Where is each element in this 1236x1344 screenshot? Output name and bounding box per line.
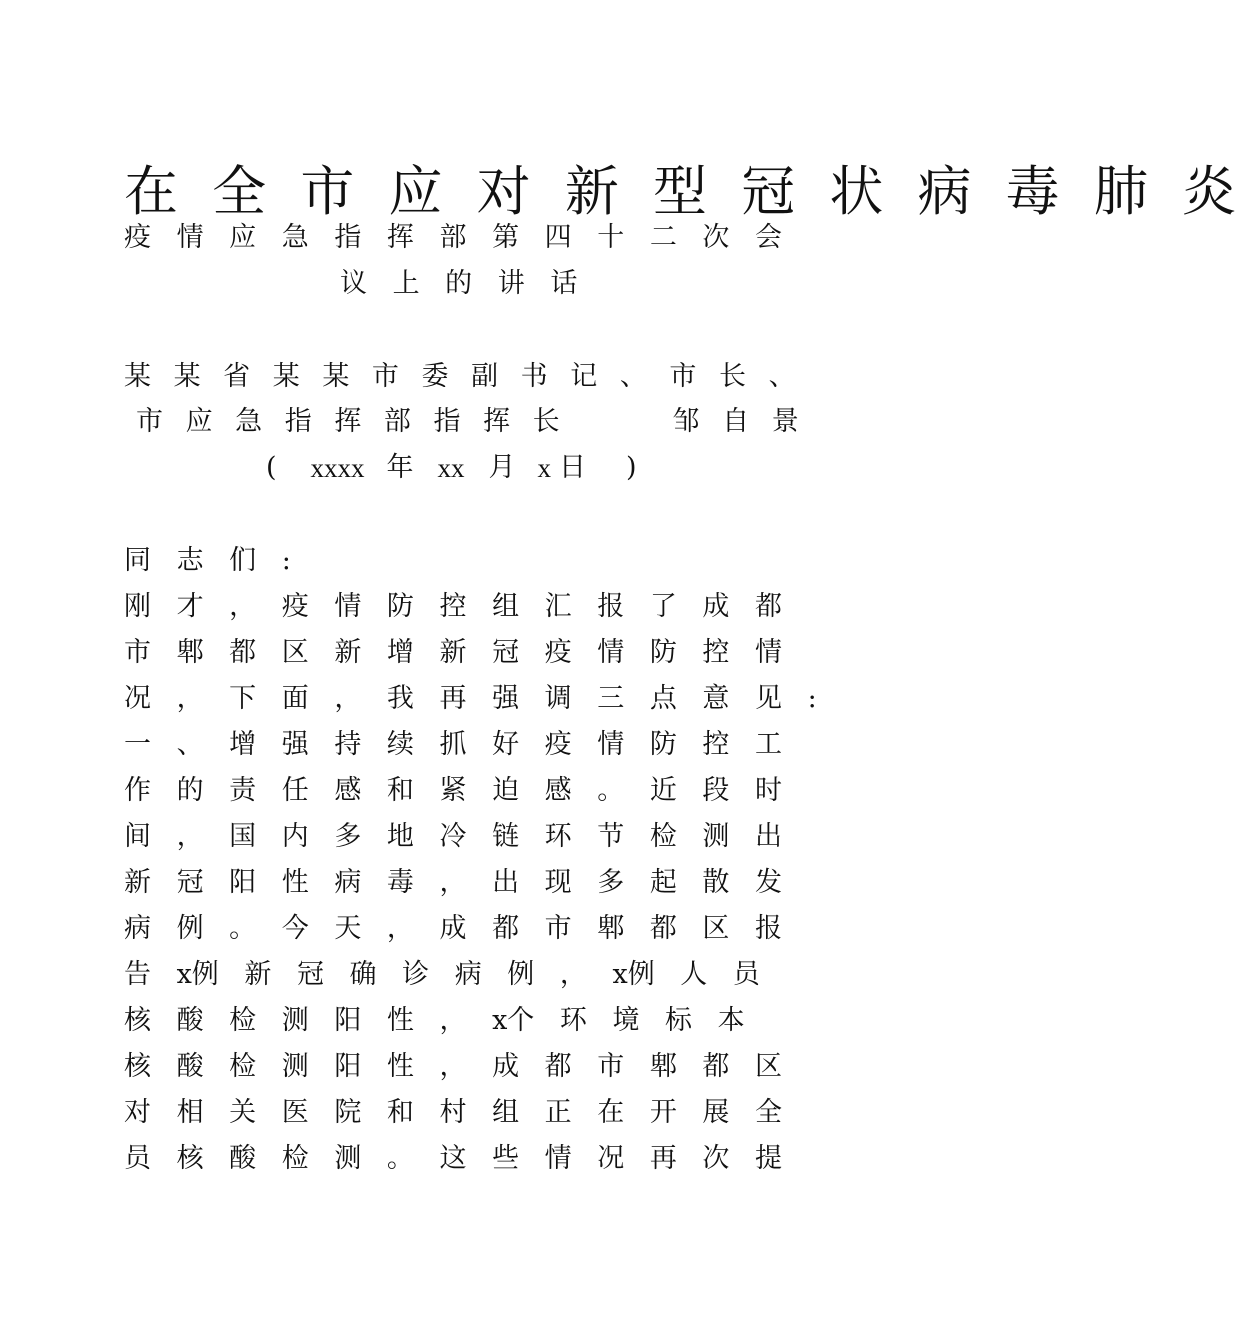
date-day-unit: 日 [559,452,587,483]
date-year-value: xxxx [310,453,365,483]
body-line: 刚 才 ， 疫 情 防 控 组 汇 报 了 成 都 [124,591,782,622]
body-line: 间 ， 国 内 多 地 冷 链 环 节 检 测 出 [124,821,782,852]
body-line: 员 核 酸 检 测 。 这 些 情 况 再 次 提 [124,1143,782,1174]
body-line: 市 郫 都 区 新 增 新 冠 疫 情 防 控 情 [124,637,782,668]
date-day-value: x [537,453,552,483]
body-line: 核 酸 检 测 阳 性 ， x个 环 境 标 本 [124,1005,745,1036]
title-line-1: 在 全 市 应 对 新 型 冠 状 病 毒 肺 炎 [124,160,1236,223]
title-line-3: 议 上 的 讲 话 [340,268,578,299]
body-line: 新 冠 阳 性 病 毒 ， 出 现 多 起 散 发 [124,867,782,898]
speaker-line-1: 某 某 省 某 某 市 委 副 书 记 、 市 长 、 [124,361,796,392]
body-line: 况 ， 下 面 ， 我 再 强 调 三 点 意 见 : [124,683,817,714]
speaker-line-2: 市 应 急 指 挥 部 指 挥 长 邹 自 景 [136,406,799,437]
salutation: 同 志 们 : [124,545,291,576]
body-line: 作 的 责 任 感 和 紧 迫 感 。 近 段 时 [124,775,782,806]
body-line: 一 、 增 强 持 续 抓 好 疫 情 防 控 工 [124,729,782,760]
body-line: 病 例 。 今 天 ， 成 都 市 郫 都 区 报 [124,913,782,944]
body-line: 核 酸 检 测 阳 性 ， 成 都 市 郫 都 区 [124,1051,782,1082]
title-line-2: 疫 情 应 急 指 挥 部 第 四 十 二 次 会 [124,222,782,253]
date-year-unit: 年 [386,452,414,483]
date-month-unit: 月 [488,452,516,483]
date-month-value: xx [437,453,465,483]
date-close-paren: ) [626,452,637,483]
speech-date [266,448,686,488]
body-line: 对 相 关 医 院 和 村 组 正 在 开 展 全 [124,1097,782,1128]
date-open-paren: ( [266,452,277,483]
body-line: 告 x例 新 冠 确 诊 病 例 ， x例 人 员 [124,959,760,990]
